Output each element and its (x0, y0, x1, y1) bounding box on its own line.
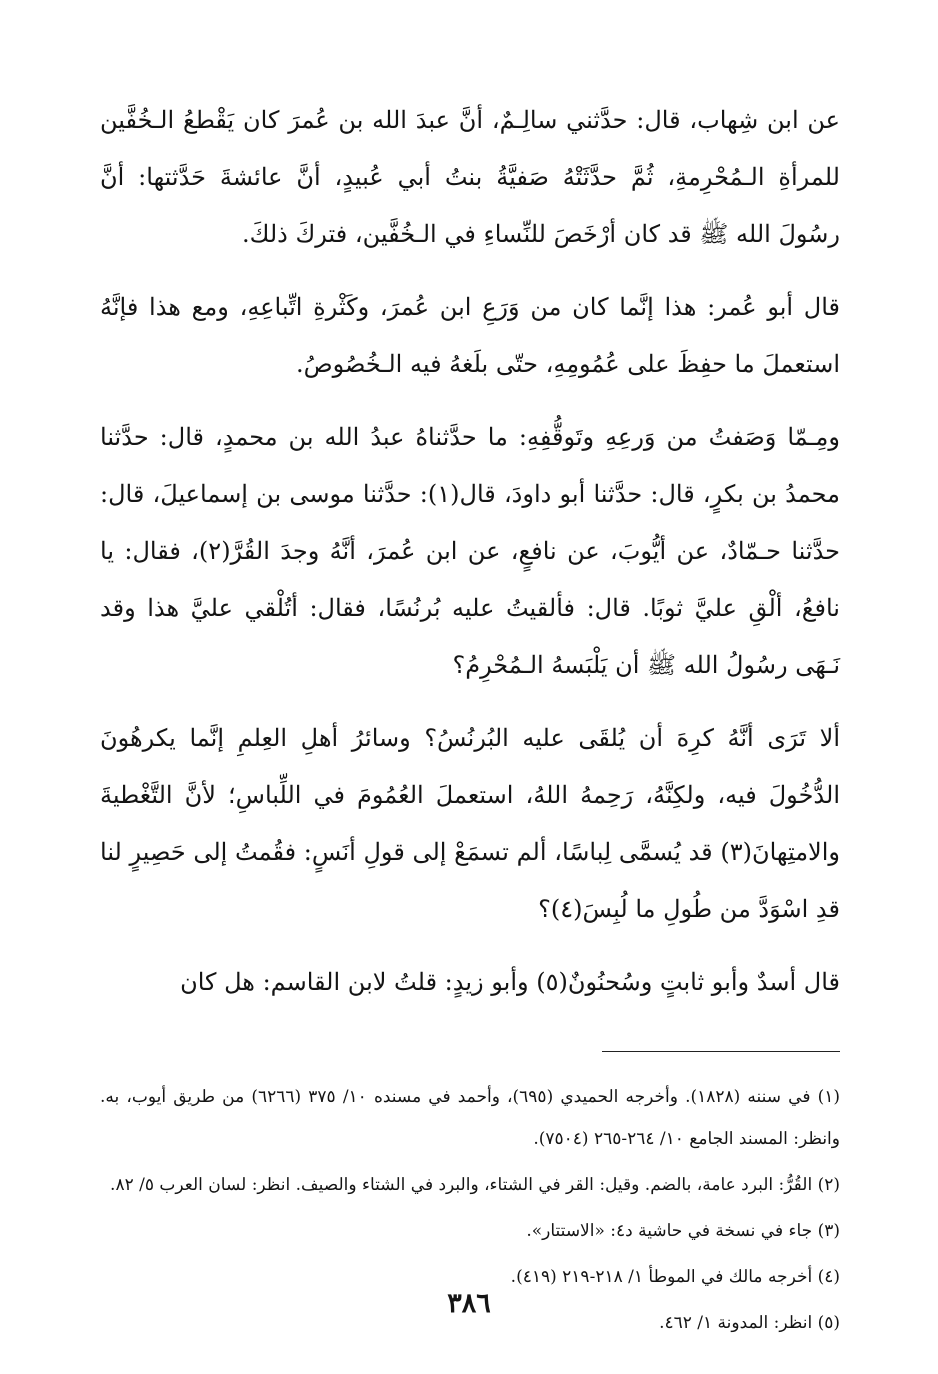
paragraph: قال أسدٌ وأبو ثابتٍ وسُحنُونٌ(٥) وأبو زيدٍ: قلتُ لابن القاسم: هل كان (180, 968, 840, 996)
footnote-1: (١) في سننه (١٨٢٨). وأخرجه الحميدي (٦٩٥)، وأحمد في مسنده ١٠/ ٣٧٥ (٦٢٦٦) من طريق أيوب، به. وانظر: المسند الجامع ١٠/ ٢٦٤-٢٦٥ (٧٥٠٤). (100, 1087, 840, 1149)
footnote-2: (٢) القُرُّ: البرد عامة، بالضم. وقيل: القر في الشتاء، والبرد في الشتاء والصيف. انظر: لسان العرب ٥/ ٨٢. (110, 1175, 840, 1195)
paragraph: عن ابن شِهاب، قال: حدَّثني سالِـمٌ، أنَّ عبدَ الله بن عُمرَ كان يَقْطعُ الـخُفَّين للمرأةِ الـمُحْرِمةِ، ثُمَّ حدَّثَتْهُ صَفيَّةُ بنتُ أبي عُبيدٍ، أنَّ عائشةَ حَدَّثتها: أنَّ رسُولَ الله ﷺ قد كان أرْخَصَ للنِّساءِ في الـخُفَّين، فتركَ ذلكَ. (100, 106, 840, 248)
paragraph: قال أبو عُمر: هذا إنَّما كان من وَرَعِ ابن عُمرَ، وكَثْرةِ اتِّباعِهِ، ومع هذا فإنَّهُ استعملَ ما حفِظَ على عُمُومِهِ، حتّى بلَغهُ فيه الـخُصُوصُ. (100, 293, 840, 378)
footnote-5: (٥) انظر: المدونة ١/ ٤٦٢. (659, 1313, 840, 1333)
footnote-3: (٣) جاء في نسخة في حاشية د٤: «الاستتار». (526, 1221, 840, 1241)
main-text (100, 92, 840, 1011)
footnote-4: (٤) أخرجه مالك في الموطأ ١/ ٢١٨-٢١٩ (٤١٩). (510, 1267, 840, 1287)
paragraph: ألا تَرَى أنَّهُ كرِهَ أن يُلقَى عليه البُرنُسُ؟ وسائرُ أهلِ العِلمِ إنَّما يكرهُونَ الدُّخُولَ فيه، ولكِنَّهُ، رَحِمهُ اللهُ، استعملَ العُمُومَ في اللِّباسِ؛ لأنَّ التَّغْطيةَ والامتِهانَ(٣) قد يُسمَّى لِباسًا، ألم تسمَعْ إلى قولِ أنَسٍ: فقُمتُ إلى حَصِيرٍ لنا قدِ اسْوَدَّ من طُولِ ما لُبِسَ(٤)؟ (100, 724, 840, 923)
page-number: ٣٨٦ (447, 1288, 491, 1319)
book-page (100, 92, 840, 1332)
footnote-separator (602, 1051, 840, 1052)
paragraph: ومِـمّا وَصَفتُ من وَرعِهِ وتَوقُّفِهِ: ما حدَّثناهُ عبدُ الله بن محمدٍ، قال: حدَّثنا محمدُ بن بكرٍ، قال: حدَّثنا أبو داودَ، قال(١): حدَّثنا موسى بن إسماعيلَ، قال: حدَّثنا حـمّادٌ، عن أيُّوبَ، عن نافعٍ، عن ابن عُمرَ، أنَّهُ وجدَ القُرَّ(٢)، فقال: يا نافعُ، ألْقِ عليَّ ثوبًا. قال: فألقيتُ عليه بُرنُسًا، فقال: أتُلْقي عليَّ هذا وقد نَـهَى رسُولُ الله ﷺ أن يَلْبَسهُ الـمُحْرِمُ؟ (100, 423, 840, 679)
